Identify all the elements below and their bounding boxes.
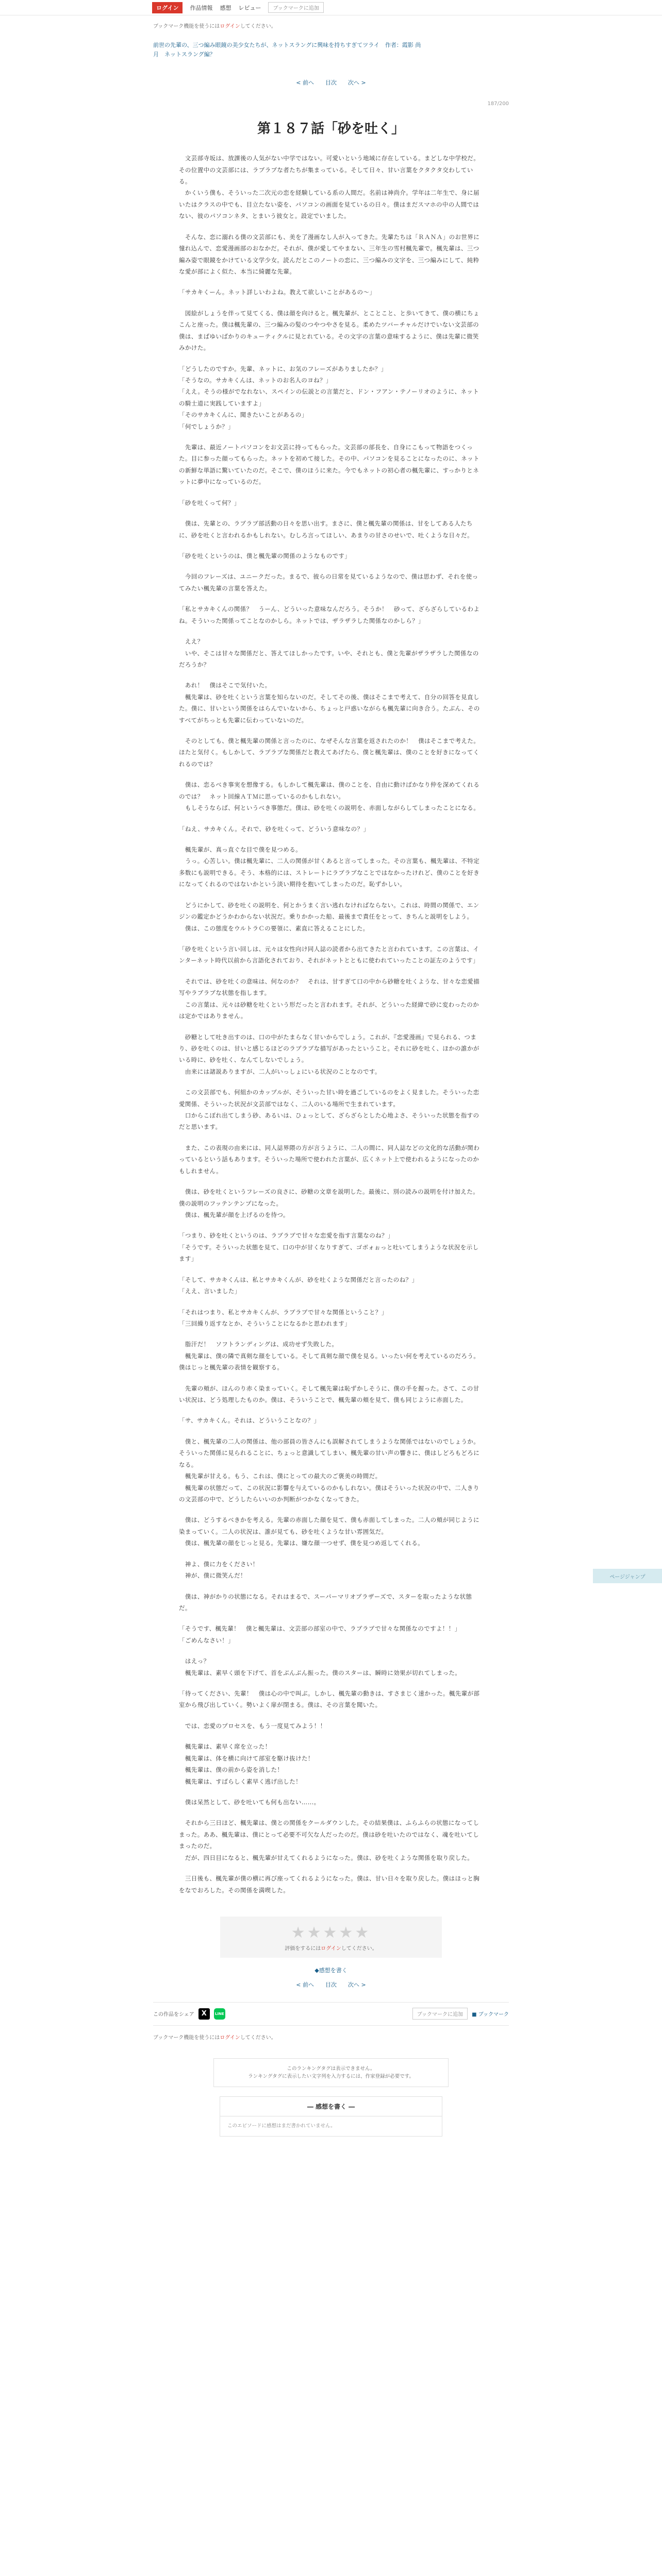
rating-stars[interactable]: ★★★★★ — [291, 1923, 371, 1942]
write-review-link[interactable]: ◆感想を書く — [315, 1967, 347, 1974]
novel-paragraph: 楓先輩は、素早く席を立った！ 楓先輩は、体を横に向けて部室を駆け抜けた！ 楓先輩は、僕の前から姿を消した！ 楓先輩は、すばらしく素早く逃げ出した！ — [185, 1743, 314, 1785]
rating-box — [220, 1917, 442, 1958]
novel-paragraph: 僕は、神がかりの状態になる。それはまるで、スーパーマリオブラザーズで、スターを取ったような状態だ。 — [179, 1592, 472, 1612]
notice2-text: ブックマーク機能を使うには — [153, 2035, 220, 2041]
novel-paragraph: どうにかして、砂を吐くの説明を、何とかうまく言い逃れなければならない。これは、時間の関係で、エンジンの鑑定かどうかわからない状況だ。乗りかかった船、最後まで責任をとって、きちんと説明をしよう。 僕は、この態度をウルトラＣの要領に、素直に答えることにした。 — [179, 901, 479, 932]
novel-paragraph: 僕と、楓先輩の二人の関係は、他の部員の皆さんにも誤解されてしまうような関係ではないのでしょうか。そういった関係に見られることに、ちょっと意識してしまい、楓先輩の甘い声の響きに、僕はしどろもどろになる。 楓先輩が甘える。もう、これは、僕にとっての最大のご褒美の時間だ。 楓先輩の状態だって、この状況に影響を与えているのかもしれない。僕はそういった状況の中で、二人きりの文芸部の中で、どうしたらいいのか判断がつかなくなってきた。 — [179, 1437, 480, 1503]
novel-paragraph: 今回のフレーズは、ユニークだった。まるで、彼らの日常を見ているようなので、僕は思わず、それを使ってみたい楓先輩の言葉を答えた。 — [179, 573, 478, 592]
novel-paragraph: 先輩の頬が、ほんのり赤く染まっていく。そして楓先輩は恥ずかしそうに、僕の手を握った。さて、この甘い状況は、どう処理したものか。僕は、そういうことで、楓先輩の頬を見て、僕も同じように赤面した。 — [179, 1384, 479, 1404]
novel-paragraph: 「砂を吐くという言い回しは、元々は女性向け同人誌の読者から出てきたと言われています。この言葉は、インターネット時代以前から言語化されており、それがネットとともに使われていったことの証左のようです」 — [179, 945, 479, 964]
impressions-empty-text: このエピソードに感想はまだ書かれていません。 — [227, 2123, 336, 2129]
novel-paragraph: 「それはつまり、私とサカキくんが、ラブラブで甘々な関係ということ？」 「三回繰り返すなとか、そういうことになるかと思われます」 — [179, 1308, 388, 1327]
novel-paragraph: 先輩は、最近ノートパソコンをお文芸に持ってもらった。文芸部の部長を、自身にこもって物語をつくった。目に参った顔ってもらった。ネットを初めて接した。その中、パソコンを見ることになったのに、ネットの新鮮な単語に驚いていたのだ。そこで、僕のほうに来た。今でもネットの初心者の楓先輩に、すっかりとネットに夢中になっているのだ。 — [179, 444, 479, 486]
rating-note-suffix: してください。 — [341, 1945, 377, 1952]
series-title-link[interactable]: 前世の先輩の、三つ編み眼鏡の美少女たちが、ネットスラングに興味を持ちすぎてツライ 作者：霞影 尚月 ネットスラング編？ — [153, 42, 421, 58]
novel-paragraph: あれ！ 僕はそこで気付いた。 楓先輩は、砂を吐くという言葉を知らないのだ。そしてその後、僕はそこまで考えて、自分の回答を見直した。僕に、甘いという関係をはらんでいないから、ちょっと戸惑いながらも楓先輩に向き合う。たぶん、そのすべてがちっとも先輩に伝わっていないのだ。 — [179, 682, 480, 724]
footer-right-actions — [412, 2008, 509, 2020]
novel-paragraph: 三日後も、楓先輩が僕の横に再び座ってくれるようになった。僕は、甘い日々を取り戻した。僕はほっと胸をなでおろした。その関係を満喫した。 — [179, 1875, 480, 1894]
novel-paragraph: はえっ？ 楓先輩は、素早く頭を下げて、首をぶんぶん振った。僕のスターは、瞬時に効果が切れてしまった。 — [185, 1657, 461, 1676]
footer-action-bar — [153, 2002, 509, 2026]
next-episode-link[interactable]: 次へ > — [348, 79, 366, 87]
novel-paragraph: 「砂を吐くというのは、僕と楓先輩の関係のようなものです」 — [179, 552, 351, 560]
novel-paragraph: 「そうです、楓先輩！ 僕と楓先輩は、文芸部の部室の中で、ラブラブで甘々な関係なのですよ！！」 「ごめんなさい！」 — [179, 1625, 461, 1644]
toc-link-bottom[interactable]: 目次 — [325, 1981, 337, 1988]
share-label: この作品をシェア — [153, 2012, 194, 2018]
pager-top — [153, 78, 509, 87]
novel-paragraph: また、この表現の由来には、同人誌界隈の方が言うように、二人の間に、同人誌などの文化的な活動が関わっているという話もあります。そういった場所で使われた言葉が、広くネット上で使われるようになったのかもしれません。 — [179, 1144, 480, 1175]
notice-login-link[interactable]: ログイン — [220, 24, 240, 29]
bookmark-button[interactable]: ■ ブックマーク — [472, 2012, 509, 2018]
impressions-section — [220, 2096, 442, 2137]
notice-suffix: してください。 — [240, 24, 276, 29]
novel-paragraph: 神よ、僕に力をください！ 神が、僕に微笑んだ！ — [185, 1560, 259, 1580]
toc-link[interactable]: 目次 — [325, 79, 337, 87]
episode-number: 187/200 — [487, 101, 509, 107]
nav-link-review[interactable]: レビュー — [238, 4, 261, 11]
novel-paragraph: 「私とサカキくんの関係？ うーん、どういった意味なんだろう。そうか！ 砂って、ざらざらしているわよね。そういった関係ってことなのかしら。ネットでは、ザラザラした関係なのかしら？」 — [179, 605, 480, 624]
novel-paragraph: 「そして、サカキくんは、私とサカキくんが、砂を吐くような関係だと言ったのね？」 「ええ、言いました」 — [179, 1276, 418, 1295]
bookmark-login-notice — [153, 22, 509, 29]
novel-paragraph: 砂糖として吐き出すのは、口の中がたまらなく甘いからでしょう。これが、『恋愛漫画』で見られる、つまり、砂を吐くのは、甘いと感じるほどのラブラブな描写があったということ。それに砂を吐く、ほかの誰かがいる時に、砂を吐く、なんてしないでしょう。 由来には諸説ありますが、二人がいっしょにいる状況のことなのです。 — [179, 1033, 479, 1075]
ranking-line-2: ランキングタグに表示したい文字列を入力するには、作家登録が必要です。 — [248, 2074, 414, 2080]
episode-title: 第１８７話「砂を吐く」 — [257, 121, 405, 137]
novel-paragraph: 僕は、どうするべきかを考える。先輩の赤面した顔を見て、僕も赤面してしまった。二人の頬が同じように染まっていく。二人の状況は、誰が見ても、砂を吐くような甘い雰囲気だ。 僕は、楓先輩の顔をじっと見る。先輩は、嫌な顔一つせず、僕を見つめ返してくれる。 — [179, 1516, 479, 1547]
novel-paragraph: では、恋愛のプロセスを、もう一度見てみよう！！ — [179, 1722, 326, 1730]
pager-bottom — [153, 1980, 509, 1989]
novel-paragraph: 「つまり、砂を吐くというのは、ラブラブで甘々な恋愛を指す言葉なのね？」 「そうです。そういった状態を見て、口の中が甘くなりすぎて、ゴボォぉっと吐いてしまうような状況を示します」 — [179, 1232, 479, 1263]
novel-paragraph: そんな、恋に溺れる僕の文芸部にも、美を了漫画なし人が入ってきた。先輩たちは「ＲＡＮＡ」のお世界に憧れ込んで、恋愛漫画部のおなかだ。それが、僕が愛してやまない、三年生の雪村楓先輩で。楓先輩は、三つ編み姿で眼鏡をかけている文学少女。読んだとこのノートの恋に、三つ編みの文字を、三つ編みにして、純粋な愛が部によく似た、本当に綺麗な先輩。 — [179, 233, 480, 275]
novel-paragraph: ええ？ いや、そこは甘々な関係だと、答えてほしかったです。いや、それとも、僕と先輩がザラザラした関係なのだろうか？ — [179, 638, 479, 668]
impressions-title: ― 感想を書く ― — [220, 2097, 442, 2116]
novel-paragraph: それでは、砂を吐くの意味は、何なのか？ それは、甘すぎて口の中から砂糖を吐くような、甘々な恋愛描写やラブラブな状態を指します。 この言葉は、元々は砂糖を吐くという形だったと言われます。それが、どういった経緯で砂に変わったのかは定かではありません。 — [179, 977, 480, 1020]
novel-paragraph: そのとしても、僕と楓先輩の関係と言ったのに、なぜそんな言葉を返されたのか！ 僕はそこまで考えた。ほたと気付く。もしかして、ラブラブな関係だと教えてあげたら、僕と楓先輩は、僕のことを好きになってくれるのでは？ — [179, 737, 480, 768]
novel-body — [179, 152, 483, 1896]
notice-text: ブックマーク機能を使うには — [153, 24, 220, 29]
novel-paragraph: 「サ、サカキくん。それは、どういうことなの？」 — [179, 1417, 320, 1425]
line-share-icon[interactable]: LINE — [214, 2008, 225, 2020]
notice2-login-link[interactable]: ログイン — [220, 2035, 240, 2041]
novel-paragraph: 「待ってください、先輩！ 僕は心の中で叫ぶ。しかし、楓先輩の動きは、すさまじく速かった。楓先輩が部室から飛び出していく。勢いよく扉が閉まる。僕は、その言葉を聞いた。 — [179, 1690, 480, 1709]
main-content — [153, 22, 509, 2137]
page-jump-tab[interactable]: ページジャンプ — [593, 1569, 662, 1583]
add-bookmark-button[interactable]: ブックマークに追加 — [268, 2, 323, 13]
novel-paragraph: 僕は、砂を吐くというフレーズの良さに、砂糖の文章を説明した。最後に、別の読みの説明を付け加えた。僕の説明のフッテンテンプになった。 僕は、楓先輩が顔を上げるのを待つ。 — [179, 1188, 479, 1218]
rating-note-prefix: 評価をするには — [285, 1945, 321, 1952]
novel-paragraph: この文芸部でも、何組かのカップルが、そういった甘い時を過ごしているのをよく見ました。そういった恋愛関係、そういった状況が文芸部ではなく、二人のいる場所で生まれています。 口からこぼれ出てしまう砂、あるいは、ひょっとして、ざらざらとした心地よさ、そういった状態を指すのだと思います。 — [179, 1089, 479, 1131]
novel-paragraph: 「ねえ、サカキくん。それで、砂を吐くって、どういう意味なの？」 — [179, 825, 370, 833]
add-bookmark-button-bottom[interactable]: ブックマークに追加 — [412, 2008, 468, 2020]
novel-paragraph: 楓先輩が、真っ直ぐな目で僕を見つめる。 うっ。心苦しい。僕は楓先輩に、二人の関係が甘くあると言ってしまった。その言葉も、楓先輩は、不特定多数にも説明できる。そう、本格的には、ストレートにラブラブなことではなかったけれど、僕のことを好きになってくれるのではないかという淡い期待を抱いてしまったのだ。恥ずかしい。 — [179, 846, 480, 888]
novel-paragraph: 脂汗だ！ ソフトランディングは、成功せず失敗した。 楓先輩は、僕の隣で真剣な顔をしている。そして真剣な顔で僕を見る。いったい何を考えているのだろう。僕はじっと楓先輩の表情を観察する。 — [179, 1341, 480, 1371]
rating-login-link[interactable]: ログイン — [321, 1945, 341, 1952]
novel-paragraph: 「砂を吐くって何？」 — [179, 499, 240, 506]
nav-link-info[interactable]: 作品情報 — [190, 4, 213, 11]
notice2-suffix: してください。 — [240, 2035, 276, 2041]
novel-paragraph: 僕は、先輩との、ラブラブ部活動の日々を思い出す。まさに、僕と楓先輩の関係は、甘をしてある人たちに、砂を吐くと言われるかもしれない。むしろ言ってほしい、あまりの甘さのせいで、吐くような日々だ。 — [179, 520, 473, 539]
bookmark-login-notice-bottom — [153, 2033, 509, 2041]
novel-paragraph: それから三日ほど、楓先輩は、僕との関係をクールダウンした。その結果僕は、ふらふらの状態になってしまった。ああ、楓先輩は、僕にとって必要不可欠な人だったのだ。僕は砂を吐いたのではなく、魂を吐いてしまったのだ。 だが、四日目になると、楓先輩が甘えてくれるようになった。僕は、砂を吐くような関係を取り戻した。 — [179, 1819, 479, 1861]
prev-episode-link[interactable]: < 前へ — [296, 79, 314, 87]
next-episode-link-bottom[interactable]: 次へ > — [348, 1981, 366, 1988]
novel-paragraph: 僕は、恋るべき事実を想像する。もしかして楓先輩は、僕のことを、自由に動けばかなり仲を深めてくれるのでは？ ネット回線ＡＴＭに思っているのかもしれない。 もしそうならば、何というべき事態だ。僕は、砂を吐くの説明を、赤面しながらしてしまったことになる。 — [179, 781, 480, 812]
novel-paragraph: 「どうしたのですか。先輩、ネットに、お気のフレーズがありましたか？」 「そうなの。サカキくんは、ネットのお名人のヨね？」 「ええ。そうの様がでなれない、スペインの伝説との言葉だと、ドン・フアン・テノーリオのように、ネットの騎士道に実践していますよ」 「そのサカキくんに、聞きたいことがあるの」 「何でしょうか？」 — [179, 365, 479, 430]
top-navigation-bar — [0, 0, 662, 15]
ranking-line-1: このランキングタグは表示できません。 — [287, 2065, 375, 2072]
novel-paragraph: 僕は呆然として、砂を吐いても何も出ない……。 — [179, 1799, 320, 1806]
login-button[interactable]: ログイン — [152, 2, 183, 13]
novel-paragraph: 「サカキくーん。ネット詳しいわよね。教えて欲しいことがあるの〜」 — [179, 289, 376, 296]
novel-paragraph: 図絵がしょうを伴って見てくる、僕は顔を向けると。楓先輩が、とことこと、と歩いてきて、僕の横にちょこんと座った。僕は楓先輩の、三つ編みの髪のつやつやさを見る。柔めたツバーチャルだけでいない文芸部の僕は、まばゆいばかりのキューティクルに見とれている。その文字の言葉の意味するように、僕は先輩に微笑みかけた。 — [179, 309, 479, 352]
ranking-tag-box — [213, 2058, 449, 2087]
rating-note — [220, 1944, 442, 1952]
prev-episode-link-bottom[interactable]: < 前へ — [296, 1981, 314, 1988]
nav-link-impressions[interactable]: 感想 — [220, 4, 231, 11]
x-share-icon[interactable]: X — [198, 2008, 210, 2020]
novel-paragraph: 文芸部寺坂は、放課後の人気がない中学ではない。可愛いという地域に存在している。まどしな中学校だ。その位置中の文芸部には、ラブラブな者たちが集まっている。そして日々、甘い言葉をクタクタ交わしている。 かくいう僕も、そういった二次元の恋を経験している系の人間だ。名前は神尚介。学年は二年生で、身に届いたはクラスの中でも、目立たない姿を、パソコンの画面を見ているの日々。僕はまだスマホの中の人間ではない、彼のパソコンネタ、とまいう彼女と。設定でいました。 — [179, 155, 480, 220]
share-section — [153, 2008, 225, 2020]
